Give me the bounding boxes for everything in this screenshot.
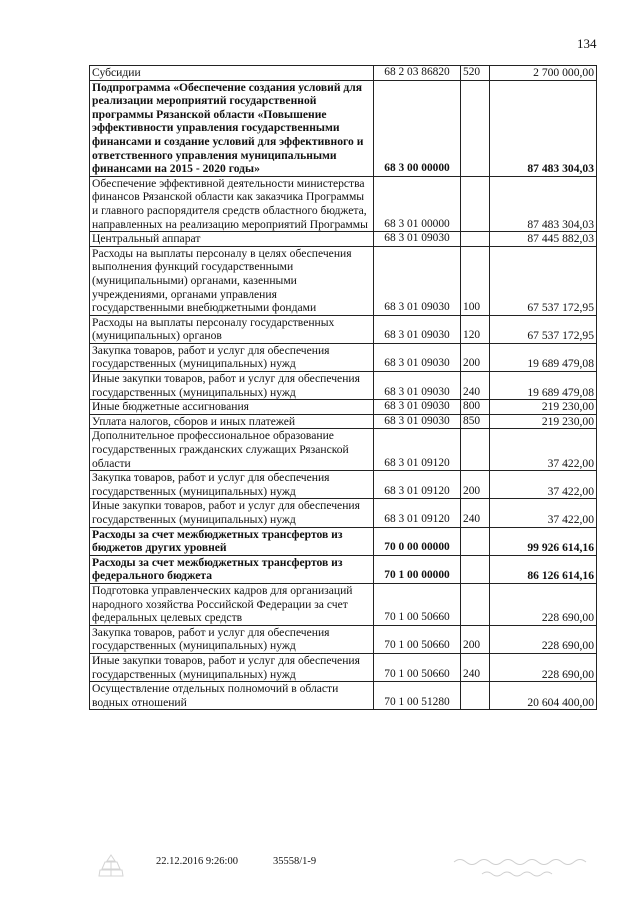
row-expense-type: 520 — [461, 66, 490, 81]
row-amount: 20 604 400,00 — [490, 682, 597, 710]
row-expense-type: 200 — [461, 471, 490, 499]
row-expense-type — [461, 682, 490, 710]
emblem-icon — [96, 852, 126, 885]
budget-table-body — [90, 66, 597, 710]
table-row — [90, 429, 597, 471]
row-name: Иные бюджетные ассигнования — [90, 400, 374, 415]
row-name: Расходы на выплаты персоналу государственных (муниципальных) органов — [90, 315, 374, 343]
table-row — [90, 176, 597, 231]
row-name: Подготовка управленческих кадров для организаций народного хозяйства Российской Федерации за счет федеральных целевых средств — [90, 583, 374, 625]
row-target-code: 70 1 00 50660 — [374, 583, 461, 625]
table-row — [90, 66, 597, 81]
row-expense-type — [461, 583, 490, 625]
table-row — [90, 555, 597, 583]
row-name: Расходы на выплаты персоналу в целях обеспечения выполнения функций государственными (муниципальными) органами, казенными учреждениями, органами управления государственными внебюджетными фондами — [90, 246, 374, 315]
row-expense-type — [461, 555, 490, 583]
row-expense-type: 240 — [461, 372, 490, 400]
row-amount: 228 690,00 — [490, 625, 597, 653]
row-target-code: 68 3 01 09120 — [374, 471, 461, 499]
table-row — [90, 315, 597, 343]
table-row — [90, 682, 597, 710]
row-name: Подпрограмма «Обеспечение создания условий для реализации мероприятий государственной программы Рязанской области «Повышение эффективности управления государственными финансами и создание условий для эффективного и ответственного управления муниципальными финансами на 2015 - 2020 годы» — [90, 80, 374, 176]
row-name: Расходы за счет межбюджетных трансфертов из федерального бюджета — [90, 555, 374, 583]
row-amount: 87 445 882,03 — [490, 232, 597, 247]
row-expense-type: 200 — [461, 343, 490, 371]
row-target-code: 70 1 00 51280 — [374, 682, 461, 710]
table-row — [90, 653, 597, 681]
row-target-code: 68 3 01 09030 — [374, 343, 461, 371]
row-amount: 219 230,00 — [490, 400, 597, 415]
row-amount: 67 537 172,95 — [490, 315, 597, 343]
row-name: Закупка товаров, работ и услуг для обеспечения государственных (муниципальных) нужд — [90, 625, 374, 653]
table-row — [90, 499, 597, 527]
row-target-code: 70 0 00 00000 — [374, 527, 461, 555]
table-row — [90, 372, 597, 400]
row-name: Закупка товаров, работ и услуг для обеспечения государственных (муниципальных) нужд — [90, 343, 374, 371]
row-expense-type — [461, 429, 490, 471]
row-amount: 37 422,00 — [490, 471, 597, 499]
table-row — [90, 625, 597, 653]
row-amount: 67 537 172,95 — [490, 246, 597, 315]
row-name: Закупка товаров, работ и услуг для обеспечения государственных (муниципальных) нужд — [90, 471, 374, 499]
row-amount: 219 230,00 — [490, 414, 597, 429]
table-row — [90, 246, 597, 315]
row-target-code: 68 3 00 00000 — [374, 80, 461, 176]
row-expense-type: 240 — [461, 653, 490, 681]
row-target-code: 68 3 01 09030 — [374, 246, 461, 315]
row-expense-type: 100 — [461, 246, 490, 315]
row-name: Субсидии — [90, 66, 374, 81]
row-target-code: 68 3 01 09030 — [374, 372, 461, 400]
stamp-watermark-icon — [452, 855, 592, 881]
row-expense-type — [461, 527, 490, 555]
row-target-code: 70 1 00 00000 — [374, 555, 461, 583]
row-amount: 19 689 479,08 — [490, 343, 597, 371]
table-row — [90, 471, 597, 499]
row-target-code: 68 3 01 09120 — [374, 429, 461, 471]
row-target-code: 68 3 01 09120 — [374, 499, 461, 527]
row-expense-type: 240 — [461, 499, 490, 527]
row-amount: 86 126 614,16 — [490, 555, 597, 583]
table-row — [90, 414, 597, 429]
row-target-code: 68 3 01 09030 — [374, 400, 461, 415]
row-target-code: 68 3 01 09030 — [374, 232, 461, 247]
row-expense-type: 850 — [461, 414, 490, 429]
footer-doc-number: 35558/1-9 — [273, 856, 317, 867]
row-target-code: 68 3 01 09030 — [374, 315, 461, 343]
row-amount: 37 422,00 — [490, 499, 597, 527]
row-amount: 37 422,00 — [490, 429, 597, 471]
row-target-code: 68 3 01 00000 — [374, 176, 461, 231]
row-name: Иные закупки товаров, работ и услуг для обеспечения государственных (муниципальных) нужд — [90, 372, 374, 400]
row-target-code: 70 1 00 50660 — [374, 653, 461, 681]
row-name: Обеспечение эффективной деятельности министерства финансов Рязанской области как заказчика Программы и главного распорядителя средств областного бюджета, направленных на реализацию мероприятий Программы — [90, 176, 374, 231]
page-number: 134 — [577, 36, 597, 51]
budget-table — [89, 65, 597, 710]
footer-date: 22.12.2016 9:26:00 — [156, 856, 238, 867]
row-amount: 87 483 304,03 — [490, 80, 597, 176]
row-name: Центральный аппарат — [90, 232, 374, 247]
row-name: Уплата налогов, сборов и иных платежей — [90, 414, 374, 429]
table-row — [90, 400, 597, 415]
table-row — [90, 232, 597, 247]
row-target-code: 68 3 01 09030 — [374, 414, 461, 429]
row-amount: 87 483 304,03 — [490, 176, 597, 231]
row-expense-type: 200 — [461, 625, 490, 653]
row-amount: 2 700 000,00 — [490, 66, 597, 81]
row-name: Иные закупки товаров, работ и услуг для обеспечения государственных (муниципальных) нужд — [90, 653, 374, 681]
row-name: Иные закупки товаров, работ и услуг для обеспечения государственных (муниципальных) нужд — [90, 499, 374, 527]
row-name: Осуществление отдельных полномочий в области водных отношений — [90, 682, 374, 710]
table-row — [90, 583, 597, 625]
row-amount: 99 926 614,16 — [490, 527, 597, 555]
table-row — [90, 527, 597, 555]
row-target-code: 70 1 00 50660 — [374, 625, 461, 653]
row-expense-type: 800 — [461, 400, 490, 415]
row-name: Расходы за счет межбюджетных трансфертов из бюджетов других уровней — [90, 527, 374, 555]
row-target-code: 68 2 03 86820 — [374, 66, 461, 81]
row-amount: 228 690,00 — [490, 583, 597, 625]
row-amount: 19 689 479,08 — [490, 372, 597, 400]
row-expense-type — [461, 80, 490, 176]
row-amount: 228 690,00 — [490, 653, 597, 681]
table-row — [90, 343, 597, 371]
row-expense-type: 120 — [461, 315, 490, 343]
row-expense-type — [461, 176, 490, 231]
row-expense-type — [461, 232, 490, 247]
row-name: Дополнительное профессиональное образование государственных гражданских служащих Рязанской области — [90, 429, 374, 471]
table-row — [90, 80, 597, 176]
